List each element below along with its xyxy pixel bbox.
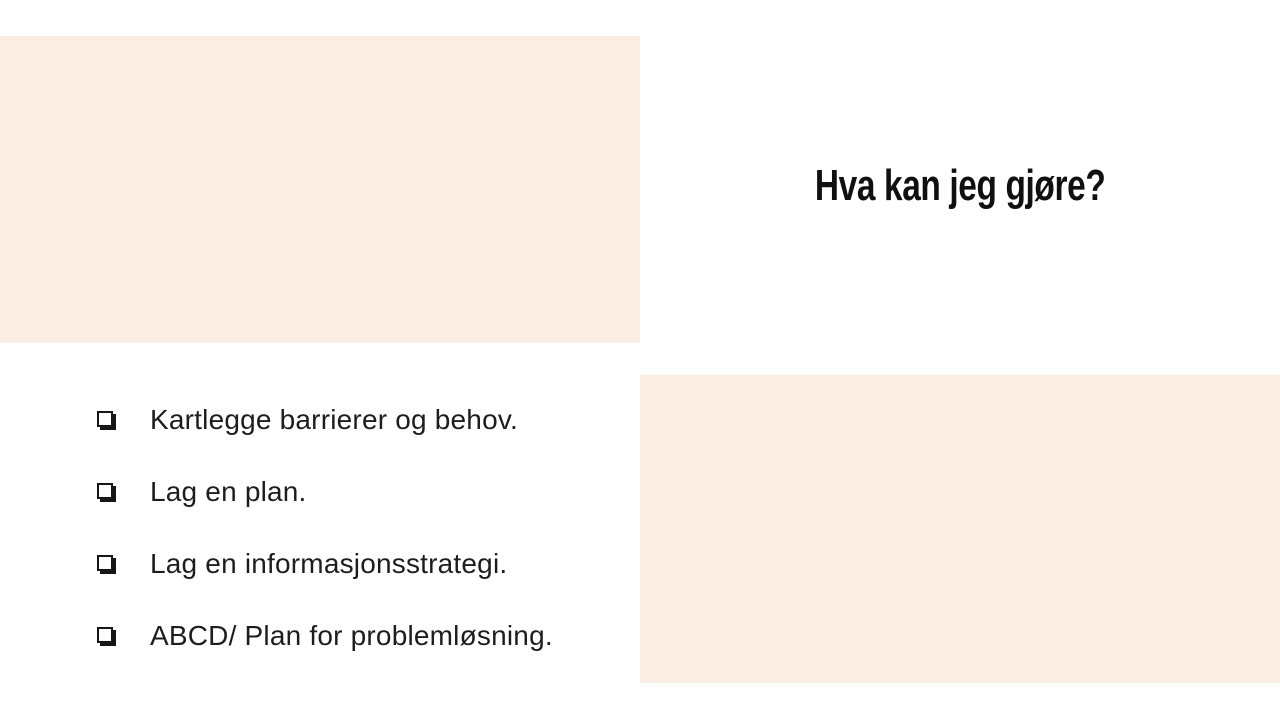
checkbox-bullet-icon [97,483,113,499]
bullet-item [97,546,553,582]
bullet-item [97,474,553,510]
bullet-item-label: ABCD/ Plan for problemløsning. [150,620,553,651]
accent-rect-top-left [0,36,640,343]
checkbox-bullet-icon [97,627,113,643]
bullet-item-label: Lag en plan. [150,476,307,507]
slide-title: Hva kan jeg gjøre? [814,161,1106,210]
accent-rect-bottom-right [640,375,1280,683]
bullet-item-label: Kartlegge barrierer og behov. [150,404,518,435]
bullet-item [97,402,553,438]
bullet-item [97,618,553,654]
bullet-list [97,402,553,654]
checkbox-bullet-icon [97,411,113,427]
bullet-item-label: Lag en informasjonsstrategi. [150,548,508,579]
checkbox-bullet-icon [97,555,113,571]
title-box [640,163,1280,209]
